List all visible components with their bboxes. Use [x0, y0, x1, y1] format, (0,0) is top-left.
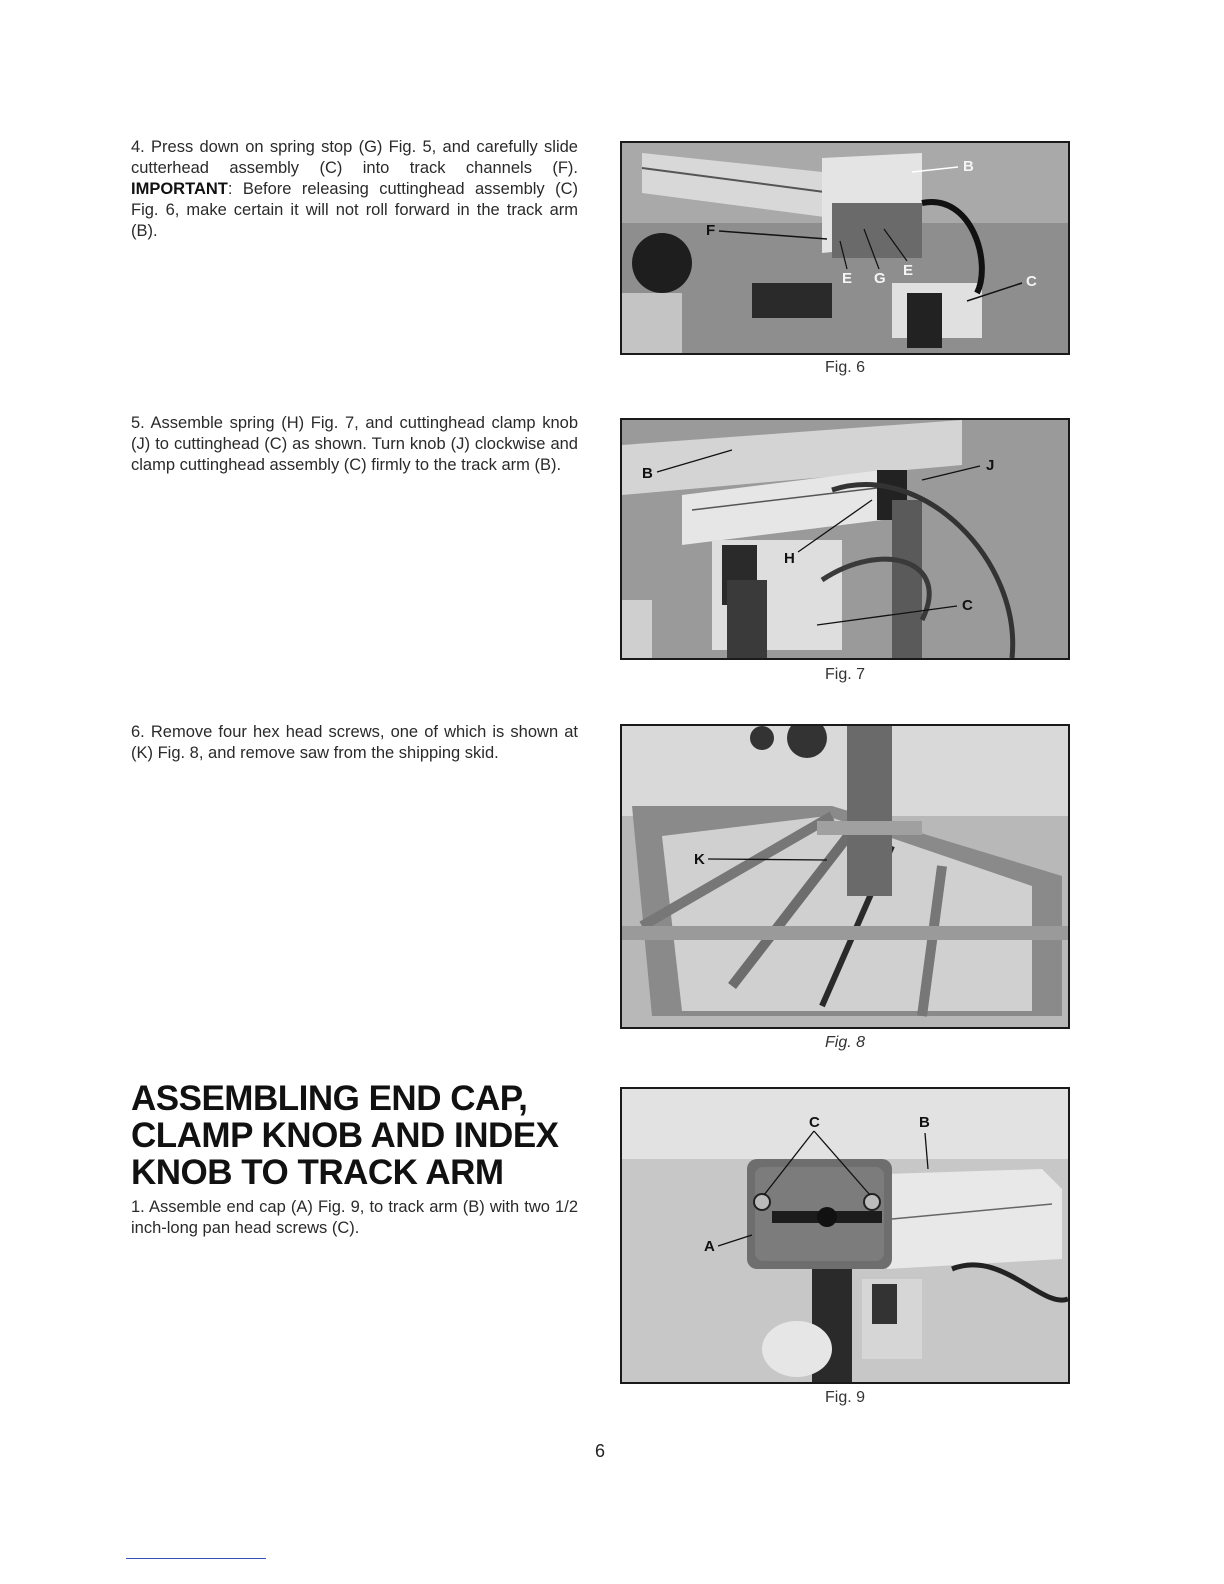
- fig9-label-b: B: [919, 1114, 930, 1131]
- step-5-text: 5. Assemble spring (H) Fig. 7, and cuttinghead clamp knob (J) to cuttinghead (C) as shown. Turn knob (J) clockwise and clamp cuttinghead assembly (C) firmly to the track arm (B).: [131, 414, 578, 474]
- step-4-part2: : Before releasing cuttinghead assembly (C) Fig. 6, make certain it will not roll forward in the track arm (B).: [131, 180, 578, 240]
- section-step-1-text: 1. Assemble end cap (A) Fig. 9, to track arm (B) with two 1/2 inch-long pan head screws (C).: [131, 1198, 578, 1237]
- page-number: 6: [594, 1441, 605, 1461]
- fig7-label-h: H: [784, 550, 795, 567]
- step-6-text: 6. Remove four hex head screws, one of which is shown at (K) Fig. 8, and remove saw from the shipping skid.: [131, 723, 578, 762]
- fig6-label-e1: E: [842, 270, 853, 287]
- fig8-caption: Fig. 8: [824, 1034, 865, 1051]
- section-heading: ASSEMBLING END CAP, CLAMP KNOB AND INDEX KNOB TO TRACK ARM: [131, 1079, 559, 1192]
- figure-7-photo: [620, 418, 1070, 660]
- figure-6-photo: [620, 141, 1070, 355]
- step-4-part1: 4. Press down on spring stop (G) Fig. 5, and carefully slide cutterhead assembly (C) into track channels (F).: [131, 138, 578, 177]
- fig6-label-g: G: [874, 270, 886, 287]
- fig9-caption: Fig. 9: [824, 1389, 865, 1406]
- figure-9-photo: [620, 1087, 1070, 1384]
- fig7-label-c: C: [962, 597, 973, 614]
- fig6-caption: Fig. 6: [824, 359, 865, 376]
- figure-8-photo: [620, 724, 1070, 1029]
- footer-rule: [126, 1558, 266, 1559]
- fig6-label-f: F: [706, 222, 716, 239]
- fig9-label-c: C: [809, 1114, 820, 1131]
- fig8-label-k: K: [694, 851, 705, 868]
- step-4-text: [131, 137, 578, 242]
- important-label: IMPORTANT: [131, 180, 228, 198]
- fig6-label-b: B: [963, 158, 974, 175]
- fig6-label-e2: E: [903, 262, 914, 279]
- fig7-caption: Fig. 7: [824, 666, 865, 683]
- fig6-label-c: C: [1026, 273, 1037, 290]
- fig9-label-a: A: [704, 1238, 715, 1255]
- fig7-label-b: B: [642, 465, 653, 482]
- fig7-label-j: J: [986, 457, 995, 474]
